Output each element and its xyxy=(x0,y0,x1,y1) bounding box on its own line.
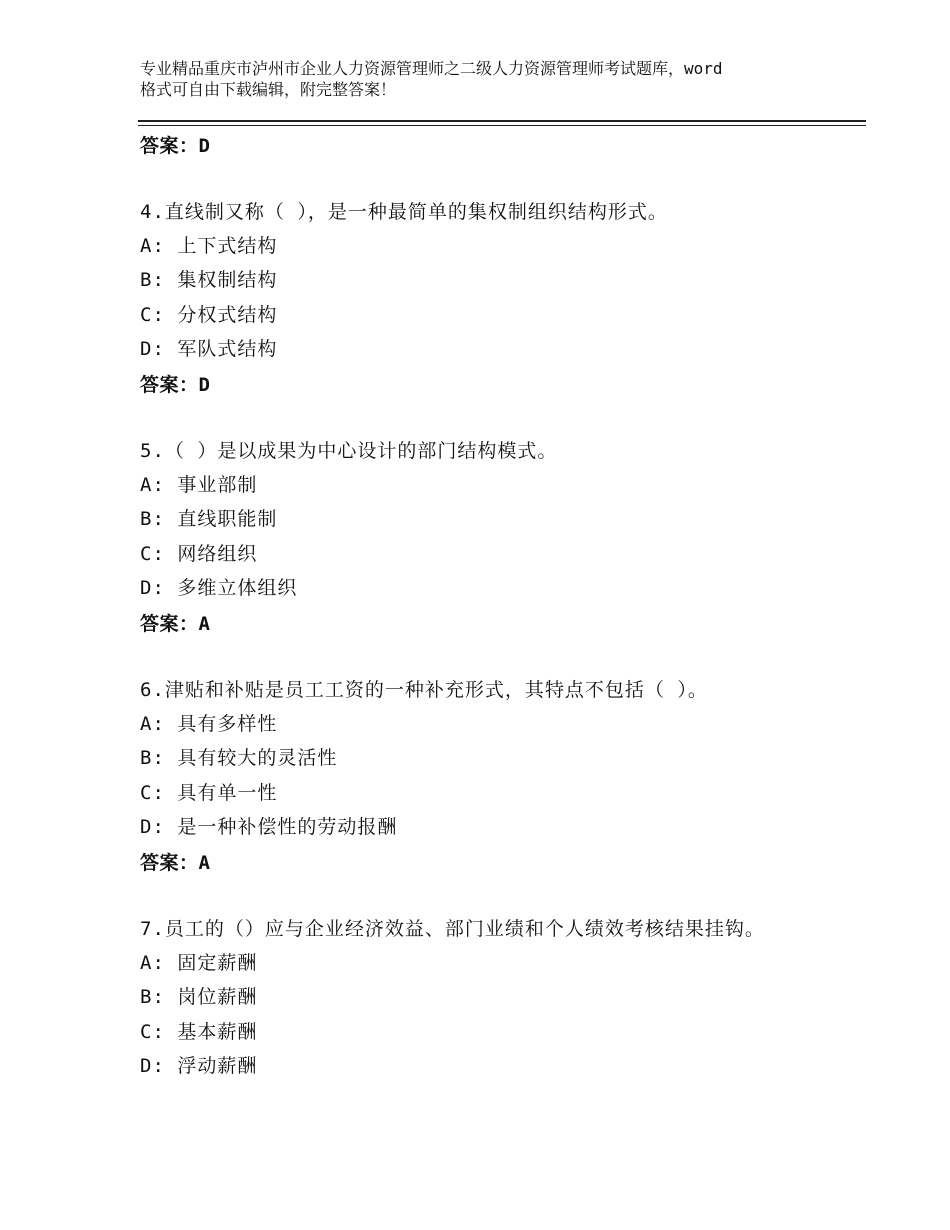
question-stem: 7.员工的（）应与企业经济效益、部门业绩和个人绩效考核结果挂钩。 xyxy=(140,918,765,940)
option-d: D: 是一种补偿性的劳动报酬 xyxy=(140,816,398,839)
question-4 xyxy=(140,195,790,367)
option-d: D: 浮动薪酬 xyxy=(140,1055,258,1078)
option-a: A: 具有多样性 xyxy=(140,713,278,735)
option-c: C: 网络组织 xyxy=(140,542,258,565)
question-stem: 6.津贴和补贴是员工工资的一种补充形式，其特点不包括（ ）。 xyxy=(140,679,708,701)
question-stem: 4.直线制又称（ ），是一种最简单的集权制组织结构形式。 xyxy=(140,201,668,223)
option-c: C: 分权式结构 xyxy=(140,303,278,326)
header-rule-thin xyxy=(138,125,866,126)
option-b: B: 岗位薪酬 xyxy=(140,986,258,1009)
answer-line: 答案：A xyxy=(140,852,211,874)
document-header: 专业精品重庆市泸州市企业人力资源管理师之二级人力资源管理师考试题库，word 格式可自由下载编辑，附完整答案！ xyxy=(140,59,723,99)
question-6 xyxy=(140,673,790,845)
option-c: C: 基本薪酬 xyxy=(140,1020,258,1043)
option-d: D: 军队式结构 xyxy=(140,338,278,361)
option-a: A: 事业部制 xyxy=(140,474,258,496)
question-7 xyxy=(140,912,780,1084)
option-a: A: 上下式结构 xyxy=(140,235,278,257)
question-5 xyxy=(140,434,790,606)
option-d: D: 多维立体组织 xyxy=(140,577,298,600)
answer-line: 答案：D xyxy=(140,374,211,396)
option-a: A: 固定薪酬 xyxy=(140,952,258,974)
answer-line: 答案：A xyxy=(140,613,211,635)
answer-line: 答案：D xyxy=(140,135,211,157)
option-b: B: 具有较大的灵活性 xyxy=(140,747,338,770)
option-c: C: 具有单一性 xyxy=(140,781,278,804)
option-b: B: 集权制结构 xyxy=(140,269,278,292)
header-rule-thick xyxy=(138,120,866,122)
question-stem: 5.（ ）是以成果为中心设计的部门结构模式。 xyxy=(140,440,558,462)
option-b: B: 直线职能制 xyxy=(140,508,278,531)
